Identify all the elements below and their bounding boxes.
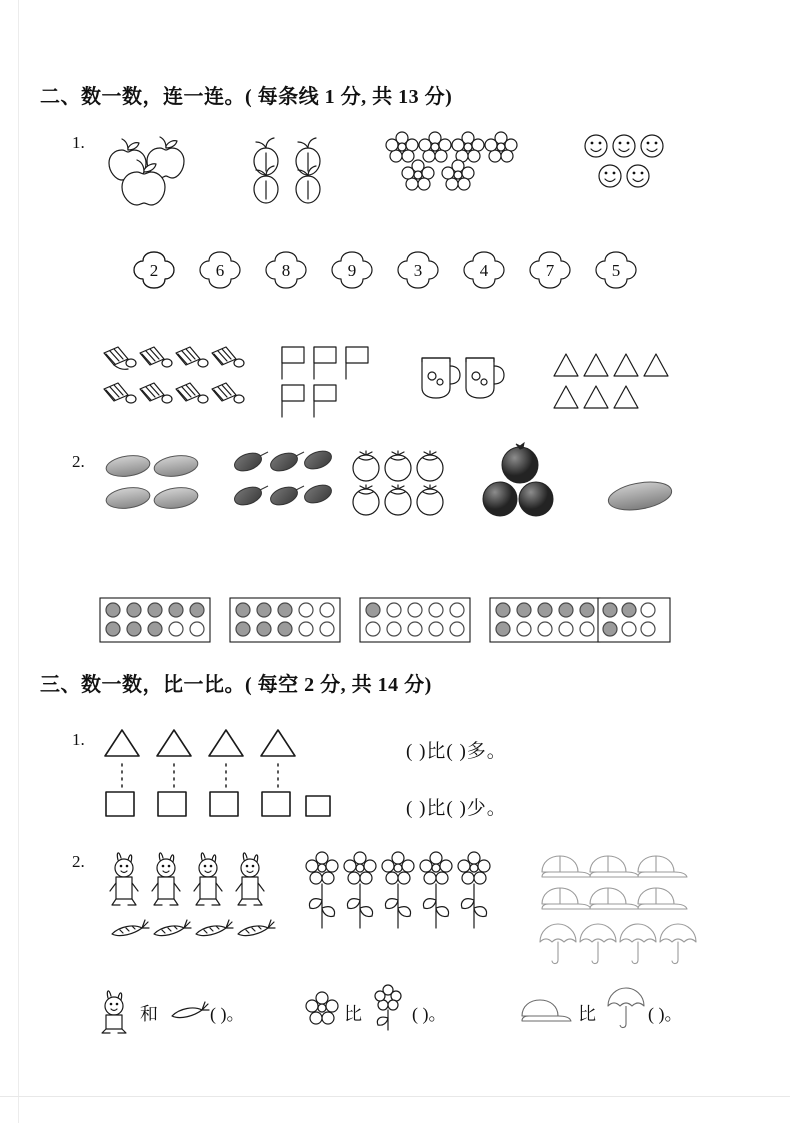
ten-frame-4 xyxy=(490,598,600,642)
answer-line-3-mid: 比 xyxy=(578,1004,596,1024)
answer-line-2-mid: 比 xyxy=(344,1004,362,1024)
page-edge-bottom xyxy=(0,1096,790,1097)
ten-frame-1 xyxy=(100,598,210,642)
section-3-title: 三、数一数，比一比。( 每空 2 分, 共 14 分) xyxy=(40,674,432,696)
group-caps-umbrellas xyxy=(536,852,726,972)
group-tomatoes xyxy=(352,452,452,520)
cap-icon xyxy=(516,996,574,1026)
group-pomegranates xyxy=(482,445,562,521)
flower-number-4: 3 xyxy=(413,261,423,280)
answer-line-1-mid: 和 xyxy=(140,1004,158,1024)
group-dates xyxy=(230,448,340,518)
group-smiley-faces xyxy=(580,132,670,198)
question-2-2-number: 2. xyxy=(72,452,85,471)
rabbit-icon xyxy=(96,988,136,1032)
ten-frames-row xyxy=(100,598,670,648)
flower-number-7: 5 xyxy=(611,261,621,280)
compare-line-2: ( )比( )少。 xyxy=(406,798,507,819)
group-mangoes xyxy=(104,452,214,516)
group-apples xyxy=(104,128,214,198)
answer-line-1-tail: ( )。 xyxy=(210,1004,245,1024)
ten-frame-2 xyxy=(230,598,340,642)
flower-icon xyxy=(306,992,342,1026)
number-flower-row xyxy=(140,248,660,304)
section-2-title: 二、数一数，连一连。( 每条线 1 分, 共 13 分) xyxy=(40,86,453,108)
carrot-icon-wrap xyxy=(168,1000,212,1024)
group-rabbits-carrots xyxy=(106,850,286,960)
stem-flower-icon xyxy=(372,984,412,1032)
answer-line-1 xyxy=(96,988,136,1032)
group-shuttlecocks xyxy=(100,345,260,417)
page-edge-left xyxy=(18,0,19,1123)
group-flowers-stems xyxy=(306,852,506,962)
question-3-1-number: 1. xyxy=(72,730,85,749)
question-3-2-number: 2. xyxy=(72,852,85,871)
flower-number-3: 9 xyxy=(347,261,357,280)
carrot-icon xyxy=(168,1000,212,1024)
answer-line-3 xyxy=(516,996,574,1026)
stem-flower-icon-wrap xyxy=(372,984,412,1032)
flower-number-0: 2 xyxy=(149,261,159,280)
group-flags xyxy=(278,345,388,417)
umbrella-icon xyxy=(606,986,650,1032)
compare-line-1: ( )比( )多。 xyxy=(406,741,507,762)
umbrella-icon-wrap xyxy=(606,986,650,1032)
ten-frame-3 xyxy=(360,598,470,642)
group-mugs xyxy=(418,352,528,404)
shape-compare-figure xyxy=(100,726,360,820)
answer-line-2 xyxy=(306,992,342,1026)
flower-number-6: 7 xyxy=(545,261,555,280)
flower-number-1: 6 xyxy=(215,261,225,280)
flower-number-5: 4 xyxy=(479,261,489,280)
group-flowers xyxy=(388,132,538,196)
ten-frame-5 xyxy=(598,598,670,642)
answer-line-2-tail: ( )。 xyxy=(412,1004,447,1024)
answer-line-3-tail: ( )。 xyxy=(648,1004,683,1024)
question-2-1-number: 1. xyxy=(72,133,85,152)
group-triangles-small xyxy=(552,352,672,414)
flower-number-2: 8 xyxy=(281,261,291,280)
group-single-mango xyxy=(602,478,682,518)
group-peaches xyxy=(256,126,366,202)
